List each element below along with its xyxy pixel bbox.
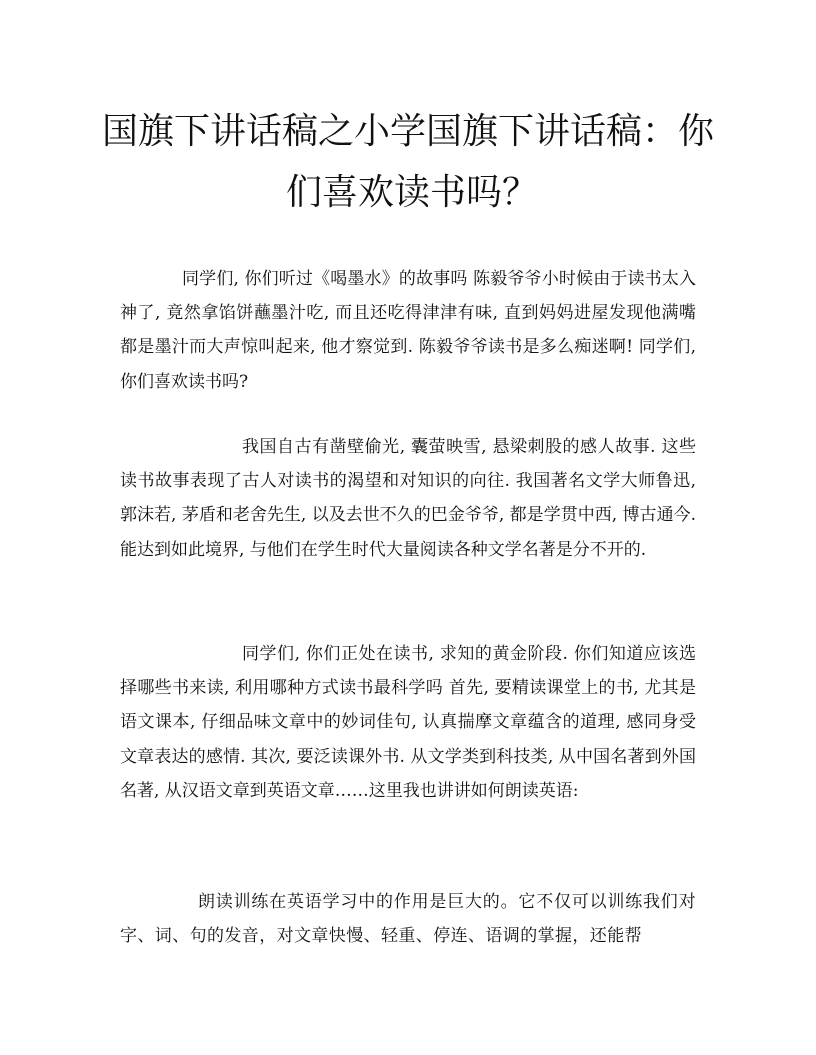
paragraph-2: 我国自古有凿壁偷光, 囊萤映雪, 悬梁刺股的感人故事. 这些读书故事表现了古人对读书的渴望和对知识的向往. 我国著名文学大师鲁迅, 郭沫若, 茅盾和老舍先生, 以及去世不久的巴金爷爷, 都是学贯中西, 博古通今. 能达到如此境界, 与他们在学生时代大量阅读各种文学名著是分不开的. bbox=[120, 437, 696, 560]
paragraph-4: 朗读训练在英语学习中的作用是巨大的。它不仅可以训练我们对字、词、句的发音，对文章快慢、轻重、停连、语调的掌握，还能帮 bbox=[120, 892, 696, 947]
document-title-line-2: 们喜欢读书吗？ bbox=[286, 172, 539, 213]
paragraph-1: 同学们, 你们听过《喝墨水》的故事吗 陈毅爷爷小时候由于读书太入神了, 竟然拿馅饼蘸墨汁吃, 而且还吃得津津有味, 直到妈妈进屋发现他满嘴都是墨汁而大声惊叫起来, 他才察觉到. 陈毅爷爷读书是多么痴迷啊! 同学们, 你们喜欢读书吗? bbox=[120, 269, 696, 392]
paragraph-3: 同学们, 你们正处在读书, 求知的黄金阶段. 你们知道应该选择哪些书来读, 利用哪种方式读书最科学吗 首先, 要精读课堂上的书, 尤其是语文课本, 仔细品味文章中的妙词佳句, 认真揣摩文章蕴含的道理, 感同身受文章表达的感情. 其次, 要泛读课外书. 从文学类到科技类, 从中国名著到外国名著, 从汉语文章到英语文章……这里我也讲讲如何朗读英语: bbox=[120, 644, 696, 801]
document-title-line-1: 国旗下讲话稿之小学国旗下讲话稿：你 bbox=[101, 111, 714, 152]
